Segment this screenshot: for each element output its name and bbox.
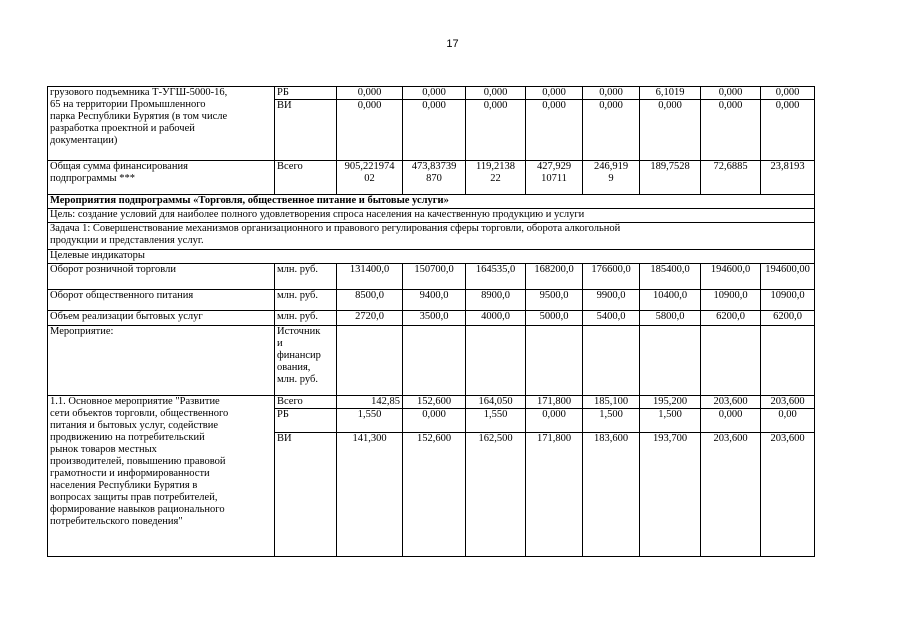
value-cell: 5000,0 — [526, 311, 583, 326]
source-cell: Всего — [275, 396, 337, 409]
value-cell: 1,550 — [337, 409, 403, 433]
page-number: 17 — [446, 38, 459, 50]
value-cell: 0,000 — [403, 409, 466, 433]
value-cell: 164535,0 — [466, 264, 526, 290]
value-cell: 6200,0 — [761, 311, 815, 326]
main-measure-name: 1.1. Основное мероприятие "Развитие сети объектов торговли, общественного питания и бытовых услуг, содействие продвижению на потребительский рынок товаров местных производителей, повышению правовой грамотности и информированности населения Республики Бурятия в вопросах защиты прав потребителей, формирование навыков рационального потребительского поведения" — [48, 396, 275, 557]
value-cell: 0,000 — [403, 87, 466, 100]
value-cell: 183,600 — [583, 433, 640, 557]
value-cell: 168200,0 — [526, 264, 583, 290]
source-cell: РБ — [275, 87, 337, 100]
value-cell: 185400,0 — [640, 264, 701, 290]
value-cell: 152,600 — [403, 396, 466, 409]
value-cell: 171,800 — [526, 433, 583, 557]
indicator-unit: млн. руб. — [275, 311, 337, 326]
value-cell: 0,000 — [466, 100, 526, 161]
total-name: Общая сумма финансирования подпрограммы *** — [48, 161, 275, 195]
main-measure-total-row — [48, 396, 815, 409]
value-cell: 0,000 — [526, 409, 583, 433]
value-cell: 203,600 — [761, 396, 815, 409]
value-cell: 164,050 — [466, 396, 526, 409]
value-cell: 176600,0 — [583, 264, 640, 290]
value-cell: 131400,0 — [337, 264, 403, 290]
value-cell: 0,000 — [337, 100, 403, 161]
empty-cell — [701, 326, 761, 396]
value-cell: 152,600 — [403, 433, 466, 557]
value-cell: 1,500 — [583, 409, 640, 433]
task-text: Задача 1: Совершенствование механизмов организационного и правового регулирования сферы торговли, оборота алкогольной продукции и представления услуг. — [48, 223, 815, 250]
value-cell: 23,8193 — [761, 161, 815, 195]
source-cell: Всего — [275, 161, 337, 195]
value-cell: 5400,0 — [583, 311, 640, 326]
value-cell: 0,000 — [701, 87, 761, 100]
value-cell: 141,300 — [337, 433, 403, 557]
total-row — [48, 161, 815, 195]
value-cell: 150700,0 — [403, 264, 466, 290]
value-cell: 0,000 — [337, 87, 403, 100]
value-cell: 72,6885 — [701, 161, 761, 195]
value-cell: 0,000 — [526, 100, 583, 161]
value-cell: 0,000 — [640, 100, 701, 161]
value-cell: 9400,0 — [403, 290, 466, 311]
indicator-name: Оборот розничной торговли — [48, 264, 275, 290]
section-title: Мероприятия подпрограммы «Торговля, общественное питание и бытовые услуги» — [48, 195, 815, 209]
financing-table — [47, 86, 815, 557]
value-cell: 9900,0 — [583, 290, 640, 311]
measure-header-row — [48, 326, 815, 396]
empty-cell — [526, 326, 583, 396]
value-cell: 171,800 — [526, 396, 583, 409]
value-cell: 203,600 — [701, 433, 761, 557]
empty-cell — [761, 326, 815, 396]
value-cell: 0,000 — [761, 100, 815, 161]
empty-cell — [466, 326, 526, 396]
value-cell: 6,1019 — [640, 87, 701, 100]
value-cell: 194600,0 — [701, 264, 761, 290]
goal-row — [48, 209, 815, 223]
value-cell: 194600,00 — [761, 264, 815, 290]
empty-cell — [403, 326, 466, 396]
empty-cell — [337, 326, 403, 396]
value-cell: 185,100 — [583, 396, 640, 409]
value-cell: 8500,0 — [337, 290, 403, 311]
value-cell: 8900,0 — [466, 290, 526, 311]
value-cell: 473,83739 870 — [403, 161, 466, 195]
value-cell: 0,000 — [526, 87, 583, 100]
value-cell: 10400,0 — [640, 290, 701, 311]
value-cell: 119,2138 22 — [466, 161, 526, 195]
value-cell: 162,500 — [466, 433, 526, 557]
indicator-unit: млн. руб. — [275, 290, 337, 311]
value-cell: 9500,0 — [526, 290, 583, 311]
value-cell: 189,7528 — [640, 161, 701, 195]
lift-rb-row — [48, 87, 815, 100]
value-cell: 427,929 10711 — [526, 161, 583, 195]
value-cell: 0,000 — [403, 100, 466, 161]
section-title-row — [48, 195, 815, 209]
value-cell: 2720,0 — [337, 311, 403, 326]
value-cell: 0,000 — [701, 100, 761, 161]
value-cell: 0,000 — [583, 87, 640, 100]
value-cell: 1,550 — [466, 409, 526, 433]
measure-label: Мероприятие: — [48, 326, 275, 396]
value-cell: 3500,0 — [403, 311, 466, 326]
task-row — [48, 223, 815, 250]
indicator-name: Объем реализации бытовых услуг — [48, 311, 275, 326]
source-cell: ВИ — [275, 433, 337, 557]
value-cell: 0,000 — [701, 409, 761, 433]
value-cell: 193,700 — [640, 433, 701, 557]
value-cell: 4000,0 — [466, 311, 526, 326]
indicator-name: Оборот общественного питания — [48, 290, 275, 311]
empty-cell — [640, 326, 701, 396]
empty-cell — [583, 326, 640, 396]
value-cell: 203,600 — [701, 396, 761, 409]
goal-text: Цель: создание условий для наиболее полного удовлетворения спроса населения на качественную продукцию и услуги — [48, 209, 815, 223]
value-cell: 10900,0 — [761, 290, 815, 311]
indicator-row — [48, 264, 815, 290]
value-cell: 1,500 — [640, 409, 701, 433]
source-cell: ВИ — [275, 100, 337, 161]
value-cell: 246,919 9 — [583, 161, 640, 195]
value-cell: 10900,0 — [701, 290, 761, 311]
indicators-title: Целевые индикаторы — [48, 250, 815, 264]
value-cell: 905,221974 02 — [337, 161, 403, 195]
value-cell: 195,200 — [640, 396, 701, 409]
lift-project-name: грузового подъемника Т-УГШ-5000-16, 65 на территории Промышленного парка Республики Бурятия (в том числе разработка проектной и рабочей документации) — [48, 87, 275, 161]
value-cell: 0,000 — [761, 87, 815, 100]
value-cell: 5800,0 — [640, 311, 701, 326]
value-cell: 6200,0 — [701, 311, 761, 326]
value-cell: 203,600 — [761, 433, 815, 557]
value-cell: 0,00 — [761, 409, 815, 433]
indicator-row — [48, 290, 815, 311]
indicators-title-row — [48, 250, 815, 264]
source-cell: РБ — [275, 409, 337, 433]
value-cell: 142,85 — [337, 396, 403, 409]
value-cell: 0,000 — [583, 100, 640, 161]
indicator-row — [48, 311, 815, 326]
source-header: Источник и финансир ования, млн. руб. — [275, 326, 337, 396]
indicator-unit: млн. руб. — [275, 264, 337, 290]
value-cell: 0,000 — [466, 87, 526, 100]
